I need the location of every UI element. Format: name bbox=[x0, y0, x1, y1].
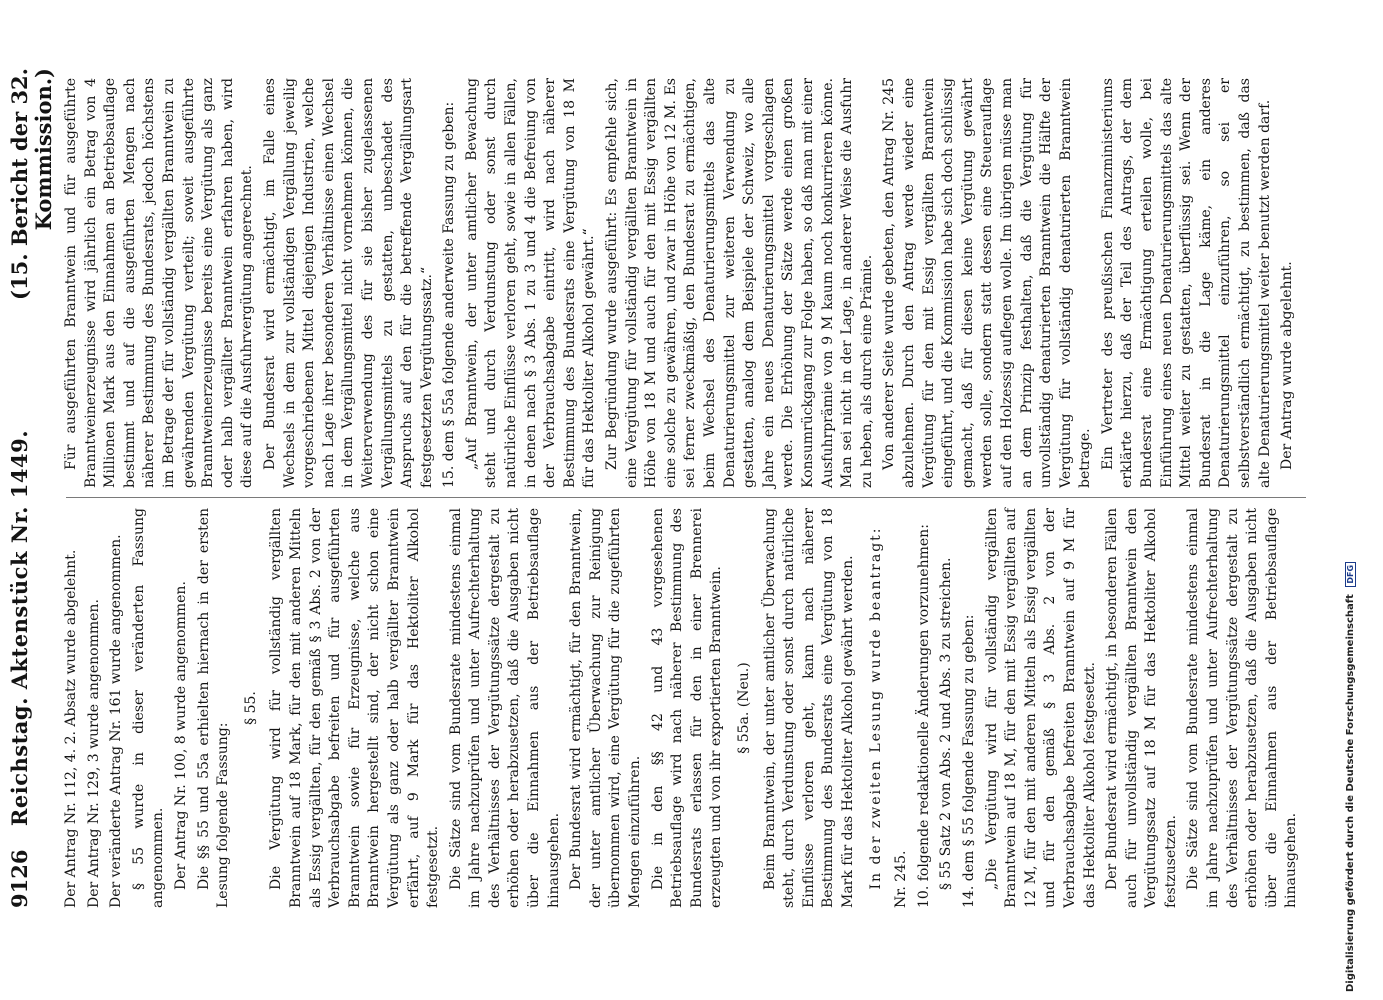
paragraph: Der Antrag wurde abgelehnt. bbox=[1279, 261, 1296, 470]
paragraph: Zur Begründung wurde ausgeführt: Es empfehle sich, eine Vergütung für vollständig vergällten Branntwein in Höhe von 18 M und auch für den mit Essig vergällten eine solche zu gewähren, und zwar in Höhe von 12 M. Es sei ferner zweckmäßig, den Bundesrat zu ermächtigen, beim Wechsel des Denaturierungsmittels das alte Denaturierungsmittel zur weiteren Verwendung zu gestatten, analog dem Beispiele der Schweiz, wo alle Jahre ein neues Denaturierungsmittel vorgeschlagen werde. Die Erhöhung der Sätze werde einen großen Konsumrückgang zur Folge haben, so daß man mit einer Ausfuhrprämie von 9 M kaum noch konkurrieren könne. Man sei nicht in der Lage, in anderer Weise die Ausfuhr zu heben, als durch eine Prämie. bbox=[604, 78, 875, 488]
page-number: 9126 bbox=[7, 849, 32, 908]
subheading: In der zweiten Lesung wurde beantragt: bbox=[867, 526, 884, 890]
paragraph: Der veränderte Antrag Nr. 161 wurde angenommen. bbox=[108, 534, 125, 908]
paragraph: Der Bundesrat wird ermächtigt, für den Branntwein, der unter amtlicher Überwachung zur Reinigung übernommen wird, eine Vergütung für die zugeführten Mengen einzuführen. bbox=[568, 508, 644, 908]
paragraph: Der Bundesrat wird ermächtigt, im Falle eines Wechsels in dem zur vollständigen Vergällung jeweilig vorgeschriebenen Mittel diejenigen Industrien, welche nach Lage ihrer besonderen Verhältnisse einen Wechsel in dem Vergällungsmittel nicht vornehmen können, die Weiterverwendung des für sie bisher zugelassenen Vergällungsmittels zu gestatten, unbeschadet des Anspruchs auf den für die betreffende Vergällungsart festgesetzten Vergütungssatz.“ bbox=[261, 78, 435, 488]
paragraph: Ein Vertreter des preußischen Finanzministeriums erklärte hierzu, daß der Teil des Antrags, der dem Bundesrat eine Ermächtigung erteilen wolle, bei Einführung eines neuen Denaturierungsmittels das alte Mittel weiter zu gestatten, überflüssig sei. Wenn der Bundesrat in die Lage käme, ein anderes Denaturierungsmittel einzuführen, so sei er selbstverständlich ermächtigt, zu bestimmen, daß das alte Denaturierungsmittel weiter benutzt werden darf. bbox=[1099, 78, 1273, 488]
section-heading: § 55a. (Neu.) bbox=[736, 662, 752, 754]
footer-text: Digitalisierung gefördert durch die Deutsche Forschungsgemeinschaft bbox=[1345, 594, 1356, 992]
paragraph: Der Antrag Nr. 129, 3 wurde angenommen. bbox=[85, 599, 102, 908]
report-title: (15. Bericht der 32. Kommission.) bbox=[7, 68, 57, 300]
paragraph: Die Sätze sind vom Bundesrate mindestens einmal im Jahre nachzuprüfen und unter Aufrechterhaltung des Verhältnisses der Vergütungssätze dergestalt zu erhöhen oder herabzusetzen, daß die Ausgaben nicht über die Einnahmen aus der Betriebsauflage hinausgehen. bbox=[1185, 508, 1300, 908]
paragraph: Der Antrag Nr. 100, 8 wurde angenommen. bbox=[172, 581, 189, 890]
paragraph: § 55 wurde in dieser veränderten Fassung angenommen. bbox=[130, 508, 167, 908]
dfg-logo: DFG bbox=[1345, 562, 1356, 587]
section-heading: § 55. bbox=[242, 691, 259, 725]
paragraph: § 55 Satz 2 von Abs. 2 und Abs. 3 zu streichen. bbox=[938, 557, 955, 890]
paragraph: Beim Branntwein, der unter amtlicher Überwachung steht, durch Verdunstung oder sonst durch natürliche Einflüsse verloren geht, kann nach näherer Bestimmung des Bundesrats eine Vergütung von 18 Mark für das Hektoliter Alkohol gewährt werden. bbox=[761, 508, 856, 908]
paragraph: Der Bundesrat wird ermächtigt, in besonderen Fällen auch für unvollständig vergällten Branntwein den Vergütungssatz auf 18 M für das Hektoliter Alkohol festzusetzen. bbox=[1104, 508, 1179, 908]
page-title: Reichstag. Aktenstück Nr. 1449. bbox=[7, 429, 32, 827]
list-item: 15. dem § 55a folgende anderweite Fassung zu geben: bbox=[441, 101, 458, 488]
paragraph: Die Sätze sind vom Bundesrate mindestens einmal im Jahre nachzuprüfen und unter Aufrechterhaltung des Verhältnisses der Vergütungssätze dergestalt zu erhöhen oder herabzusetzen, daß die Ausgaben nicht über die Einnahmen aus der Betriebsauflage hinausgehen. bbox=[447, 508, 562, 908]
list-item: 10. folgende redaktionelle Änderungen vorzunehmen: bbox=[915, 524, 932, 908]
paragraph: Von anderer Seite wurde gebeten, den Antrag Nr. 245 abzulehnen. Durch den Antrag werde wieder eine Vergütung für den mit Essig vergällten Branntwein eingeführt, und die Kommission habe sich doch schlüssig gemacht, daß für diesen keine Vergütung gewährt werden solle, sondern statt dessen eine Steuerauflage auf den Holzessig auflegen wolle. Im übrigen müsse man an dem Prinzip festhalten, daß die Vergütung für unvollständig denaturierten Branntwein die Hälfte der Vergütung für vollständig denaturierten Branntwein betrage. bbox=[881, 78, 1094, 488]
paragraph: Die in den §§ 42 und 43 vorgesehenen Betriebsauflage wird nach näherer Bestimmung des Bundesrats erlassen für den in einer Brennerei erzeugten und von ihr exportierten Branntwein. bbox=[649, 508, 725, 908]
reference: Nr. 245. bbox=[893, 850, 910, 908]
paragraph: „Die Vergütung wird für vollständig vergällten Branntwein auf 18 M, für den mit Essig vergällten auf 12 M, für den mit anderen Mitteln als Essig vergällten und für den gemäß § 3 Abs. 2 von der Verbrauchsabgabe befreiten Branntwein auf 9 M für das Hektoliter Alkohol festgesetzt. bbox=[983, 508, 1098, 908]
right-column bbox=[62, 78, 1301, 488]
paragraph: „Auf Branntwein, der unter amtlicher Bewachung steht und durch Verdunstung oder sonst durch natürliche Einflüsse verloren geht, sowie in allen Fällen, in denen nach § 3 Abs. 1 zu 3 und 4 die Befreiung von der Verbrauchsabgabe eintritt, wird nach näherer Bestimmung des Bundesrats eine Vergütung von 18 M für das Hektoliter Alkohol gewährt.“ bbox=[463, 78, 598, 488]
paragraph: Die §§ 55 und 55a erhielten hiernach in der ersten Lesung folgende Fassung: bbox=[195, 508, 232, 908]
list-item: 14. dem § 55 folgende Fassung zu geben: bbox=[960, 614, 977, 908]
paragraph: Die Vergütung wird für vollständig vergällten Branntwein auf 18 Mark, für den mit anderen Mitteln als Essig vergällten, für den gemäß § 3 Abs. 2 von der Verbrauchsabgabe befreiten und für ausgeführten Branntwein sowie für Erzeugnisse, welche aus Branntwein hergestellt sind, der nicht schon eine Vergütung als ganz oder halb vergällter Branntwein erfährt, auf 9 Mark für das Hektoliter Alkohol festgesetzt. bbox=[268, 508, 442, 908]
paragraph: Der Antrag Nr. 112, 4. 2. Absatz wurde abgelehnt. bbox=[63, 549, 79, 908]
page-header bbox=[8, 68, 56, 908]
paragraph: Für ausgeführten Branntwein und für ausgeführte Branntweinerzeugnisse wird jährlich ein Betrag von 4 Millionen Mark aus den Einnahmen an Betriebsauflage bestimmt und auf die ausgeführten Mengen nach näherer Bestimmung des Bundesrats, jedoch höchstens im Betrage der für vollständig vergällten Branntwein zu gewährenden Vergütung verteilt; soweit ausgeführte Branntweinerzeugnisse bereits eine Vergütung als ganz oder halb vergällter Branntwein erfahren haben, wird diese auf die Ausfuhrvergütung angerechnet. bbox=[63, 78, 256, 488]
column-divider bbox=[66, 497, 1306, 498]
left-column bbox=[62, 508, 1305, 908]
digitization-footer bbox=[1345, 12, 1356, 992]
